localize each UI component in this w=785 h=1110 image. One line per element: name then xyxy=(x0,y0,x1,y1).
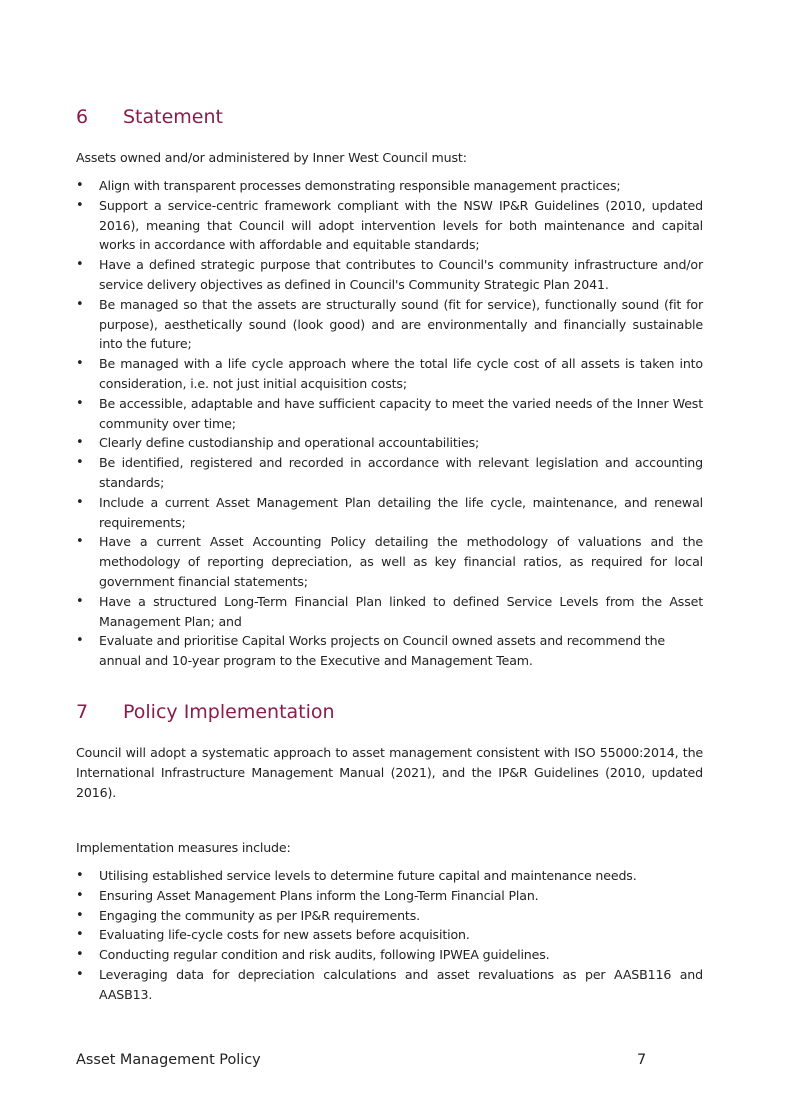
footer-document-title: Asset Management Policy xyxy=(76,1052,261,1068)
list-item: • Engaging the community as per IP&R requirements. xyxy=(76,906,703,926)
section-6-intro: Assets owned and/or administered by Inner West Council must: xyxy=(76,150,467,165)
section-6-number: 6 xyxy=(76,106,89,128)
section-7-list xyxy=(76,866,703,1005)
list-item: • Include a current Asset Management Plan detailing the life cycle, maintenance, and renewal requirements; xyxy=(76,493,703,533)
list-item: • Be managed so that the assets are structurally sound (fit for service), functionally sound (fit for purpose), aesthetically sound (look good) and are environmentally and financially sustainable into the future; xyxy=(76,295,703,354)
section-7-intro: Council will adopt a systematic approach to asset management consistent with ISO 55000:2014, the International Infrastructure Management Manual (2021), and the IP&R Guidelines (2010, updated 2016). xyxy=(76,745,703,800)
list-item: • Be identified, registered and recorded in accordance with relevant legislation and accounting standards; xyxy=(76,453,703,493)
section-6-heading xyxy=(76,106,223,128)
list-item: • Utilising established service levels to determine future capital and maintenance needs. xyxy=(76,866,703,886)
list-item: • Support a service-centric framework compliant with the NSW IP&R Guidelines (2010, updated 2016), meaning that Council will adopt intervention levels for both maintenance and capital works in accordance with affordable and equitable standards; xyxy=(76,196,703,255)
section-6-list xyxy=(76,176,703,671)
list-item: • Conducting regular condition and risk audits, following IPWEA guidelines. xyxy=(76,945,703,965)
list-item: • Be accessible, adaptable and have sufficient capacity to meet the varied needs of the Inner West community over time; xyxy=(76,394,703,434)
list-item: • Have a structured Long-Term Financial Plan linked to defined Service Levels from the Asset Management Plan; and xyxy=(76,592,703,632)
section-6-title: Statement xyxy=(123,106,223,128)
list-item: • Evaluating life-cycle costs for new assets before acquisition. xyxy=(76,925,703,945)
list-item: • Have a defined strategic purpose that contributes to Council's community infrastructure and/or service delivery objectives as defined in Council's Community Strategic Plan 2041. xyxy=(76,255,703,295)
section-7-measures-intro: Implementation measures include: xyxy=(76,840,291,855)
section-7-number: 7 xyxy=(76,701,89,723)
section-7-heading xyxy=(76,701,335,723)
section-7-title: Policy Implementation xyxy=(123,701,335,723)
list-item: • Evaluate and prioritise Capital Works projects on Council owned assets and recommend the annual and 10-year program to the Executive and Management Team. xyxy=(76,631,703,671)
footer-page-number: 7 xyxy=(637,1052,647,1068)
list-item: • Clearly define custodianship and operational accountabilities; xyxy=(76,433,703,453)
list-item: • Be managed with a life cycle approach where the total life cycle cost of all assets is taken into consideration, i.e. not just initial acquisition costs; xyxy=(76,354,703,394)
list-item: • Ensuring Asset Management Plans inform the Long-Term Financial Plan. xyxy=(76,886,703,906)
list-item: • Align with transparent processes demonstrating responsible management practices; xyxy=(76,176,703,196)
list-item: • Have a current Asset Accounting Policy detailing the methodology of valuations and the methodology of reporting depreciation, as well as key financial ratios, as required for local government financial statements; xyxy=(76,532,703,591)
list-item: • Leveraging data for depreciation calculations and asset revaluations as per AASB116 and AASB13. xyxy=(76,965,703,1005)
